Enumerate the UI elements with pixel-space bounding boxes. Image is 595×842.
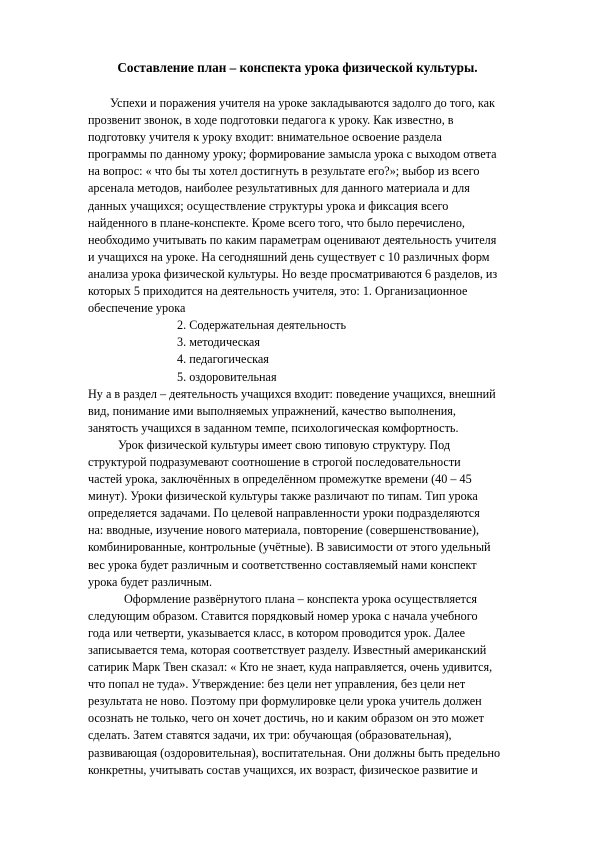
text-line: комбинированные, контрольные (учётные). В зависимости от этого удельный (88, 540, 491, 555)
document-body (88, 95, 528, 779)
text-line: минут). Уроки физической культуры также различают по типам. Тип урока (88, 489, 478, 504)
text-line: арсенала методов, наиболее результативных для данного материала и для (88, 181, 470, 196)
list-item: 2. Содержательная деятельность (177, 318, 347, 333)
text-line: Ну а в раздел – деятельность учащихся входит: поведение учащихся, внешний (88, 386, 496, 401)
document-title: Составление план – конспекта урока физической культуры. (117, 60, 478, 75)
text-line: и учащихся на уроке. На сегодняшний день существует с 10 различных форм (88, 249, 490, 264)
text-line: на: вводные, изучение нового материала, повторение (совершенствование), (88, 523, 480, 538)
text-line: записывается тема, которая соответствует разделу. Известный американский (88, 643, 487, 657)
text-line: сделать. Затем ставятся задачи, их три: обучающая (образовательная), (88, 728, 452, 743)
text-line: Оформление развёрнутого плана – конспекта урока осуществляется (124, 591, 478, 606)
text-line: частей урока, заключённых в определённом промежутке времени (40 – 45 (88, 472, 472, 487)
text-line: определяется задачами. По целевой направленности уроки подразделяются (88, 506, 480, 521)
text-line: Урок физической культуры имеет свою типовую структуру. Под (118, 437, 451, 452)
text-line: занятость учащихся в заданном темпе, психологическая комфортность. (88, 420, 459, 435)
text-line: прозвенит звонок, в ходе подготовки педагога к уроку. Как известно, в (88, 113, 454, 128)
text-line: программы по данному уроку; формирование замысла урока с выходом ответа (88, 147, 497, 162)
text-line: обеспечение урока (88, 301, 186, 316)
text-line: вес урока будет различным и соответственно составляемый нами конспект (88, 557, 477, 572)
text-line: вид, понимание ими выполняемых упражнений, качество выполнения, (88, 403, 456, 418)
text-line: анализа урока физической культуры. Но везде просматриваются 6 разделов, из (88, 266, 498, 281)
text-line: урока будет различным. (88, 574, 213, 589)
list-item: 5. оздоровительная (177, 369, 277, 384)
text-line: осознать не только, чего он хочет достичь, но и каким образом он это может (88, 711, 484, 726)
text-line: на вопрос: « что бы ты хотел достигнуть в результате его?»; выбор из всего (88, 164, 480, 179)
text-line: развивающая (оздоровительная), воспитательная. Они должны быть предельно (88, 745, 501, 760)
text-line: результата не ново. Поэтому при формулировке цели урока учитель должен (88, 694, 482, 709)
text-line: Успехи и поражения учителя на уроке закладываются задолго до того, как (110, 96, 495, 110)
text-line: найденного в плане-конспекте. Кроме всего того, что было перечислено, (88, 215, 465, 230)
text-line: года или четверти, указывается класс, в котором проводится урок. Далее (88, 625, 466, 640)
text-line: конкретны, учитывать состав учащихся, их возраст, физическое развитие и (88, 762, 478, 777)
text-line: сатирик Марк Твен сказал: « Кто не знает, куда направляется, очень удивится, (88, 660, 493, 675)
text-line: подготовку учителя к уроку входит: внимательное освоение раздела (88, 130, 442, 145)
text-line: что попал не туда». Утверждение: без цели нет управления, без цели нет (88, 677, 466, 692)
list-item: 4. педагогическая (177, 352, 269, 367)
text-line: данных учащихся; осуществление структуры урока и фиксация всего (88, 198, 449, 213)
text-line: следующим образом. Ставится порядковый номер урока с начала учебного (88, 608, 478, 623)
text-line: структурой подразумевают соотношение в строгой последовательности (88, 454, 461, 469)
text-line: необходимо учитывать по каким параметрам оценивают деятельность учителя (88, 232, 497, 247)
list-item: 3. методическая (177, 335, 260, 350)
text-line: которых 5 приходится на деятельность учителя, это: 1. Организационное (88, 284, 468, 299)
